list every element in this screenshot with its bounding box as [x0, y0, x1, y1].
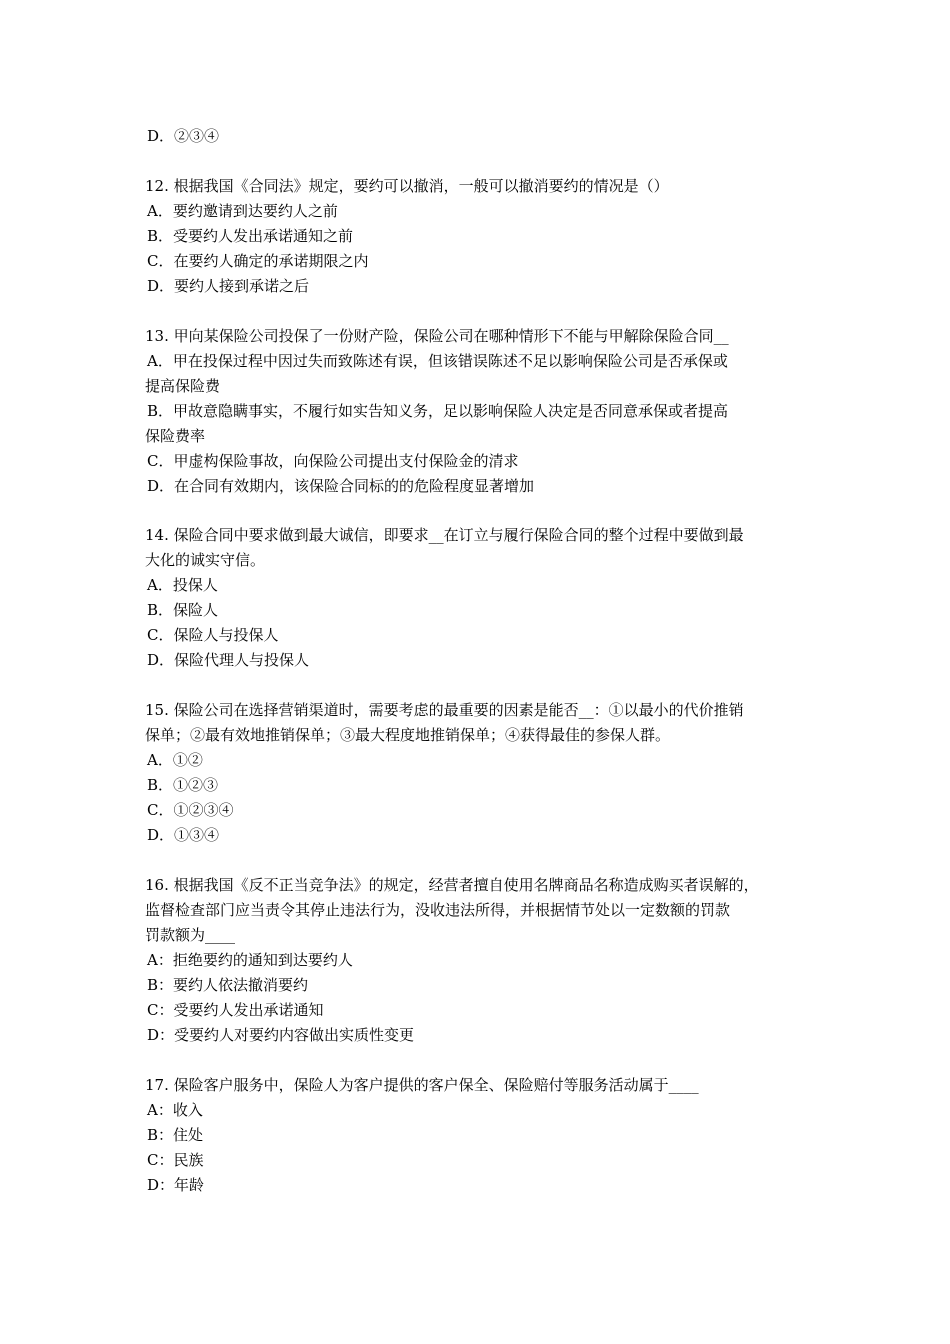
question-12-option-b: B．受要约人发出承诺通知之前 — [147, 226, 354, 245]
question-14-stem-continued: 大化的诚实守信。 — [145, 551, 266, 570]
question-13-option-a-continued: 提高保险费 — [145, 376, 221, 395]
question-13-option-b: B．甲故意隐瞒事实，不履行如实告知义务，足以影响保险人决定是否同意承保或者提高 — [147, 401, 729, 420]
question-16-option-a: A：拒绝要约的通知到达要约人 — [147, 950, 353, 969]
question-12-stem: 12. 根据我国《合同法》规定，要约可以撤消，一般可以撤消要约的情况是（） — [145, 176, 669, 195]
spacer — [145, 149, 815, 174]
question-12-option-a: A．要约邀请到达要约人之前 — [147, 201, 338, 220]
question-17-option-c: C：民族 — [147, 1150, 204, 1169]
question-17 — [145, 1073, 815, 1198]
question-16-stem: 16. 根据我国《反不正当竞争法》的规定，经营者擅自使用名牌商品名称造成购买者误解的， — [145, 875, 759, 894]
spacer — [145, 848, 815, 873]
question-13-stem: 13. 甲向某保险公司投保了一份财产险，保险公司在哪种情形下不能与甲解除保险合同__ — [145, 326, 729, 345]
question-13-option-b-continued: 保险费率 — [145, 426, 206, 445]
question-15-stem: 15. 保险公司在选择营销渠道时，需要考虑的最重要的因素是能否__：①以最小的代价推销 — [145, 701, 744, 720]
question-17-option-d: D：年龄 — [147, 1175, 205, 1194]
question-12 — [145, 174, 815, 299]
question-15-option-c: C．①②③④ — [147, 801, 234, 820]
spacer — [145, 499, 815, 524]
question-16-stem-continued: 监督检查部门应当责令其停止违法行为，没收违法所得，并根据情节处以一定数额的罚款 — [145, 900, 731, 919]
document-content — [145, 124, 815, 1198]
spacer — [145, 1048, 815, 1073]
question-12-option-c: C．在要约人确定的承诺期限之内 — [147, 251, 369, 270]
question-16 — [145, 873, 815, 1048]
question-16-option-b: B：要约人依法撤消要约 — [147, 975, 309, 994]
question-17-stem: 17. 保险客户服务中，保险人为客户提供的客户保全、保险赔付等服务活动属于____ — [145, 1075, 699, 1094]
question-17-option-b: B：住处 — [147, 1125, 204, 1144]
spacer — [145, 673, 815, 698]
option-d-previous-question: D．②③④ — [147, 127, 220, 145]
question-15-option-d: D．①③④ — [147, 826, 220, 845]
question-14-option-c: C．保险人与投保人 — [147, 626, 279, 645]
question-17-option-a: A：收入 — [147, 1100, 203, 1119]
question-15-option-a: A．①② — [147, 751, 203, 770]
question-14-option-a: A．投保人 — [147, 576, 218, 595]
question-12-option-d: D．要约人接到承诺之后 — [147, 276, 310, 295]
question-13-option-c: C．甲虚构保险事故，向保险公司提出支付保险金的清求 — [147, 451, 519, 470]
question-13-option-a: A．甲在投保过程中因过失而致陈述有误，但该错误陈述不足以影响保险公司是否承保或 — [147, 351, 728, 370]
spacer — [145, 299, 815, 324]
question-14-stem: 14. 保险合同中要求做到最大诚信，即要求__在订立与履行保险合同的整个过程中要做到最 — [145, 526, 744, 545]
question-15-stem-continued: 保单；②最有效地推销保单；③最大程度地推销保单；④获得最佳的参保人群。 — [145, 726, 671, 745]
question-15 — [145, 698, 815, 848]
question-15-option-b: B．①②③ — [147, 776, 219, 795]
question-14-option-d: D．保险代理人与投保人 — [147, 651, 310, 670]
question-16-option-c: C：受要约人发出承诺通知 — [147, 1000, 324, 1019]
question-16-stem-continued-2: 罚款额为____ — [145, 925, 236, 944]
question-13-option-d: D．在合同有效期内，该保险合同标的的危险程度显著增加 — [147, 476, 535, 495]
question-13 — [145, 324, 815, 499]
question-14 — [145, 523, 815, 673]
question-14-option-b: B．保险人 — [147, 601, 219, 620]
question-16-option-d: D：受要约人对要约内容做出实质性变更 — [147, 1025, 415, 1044]
